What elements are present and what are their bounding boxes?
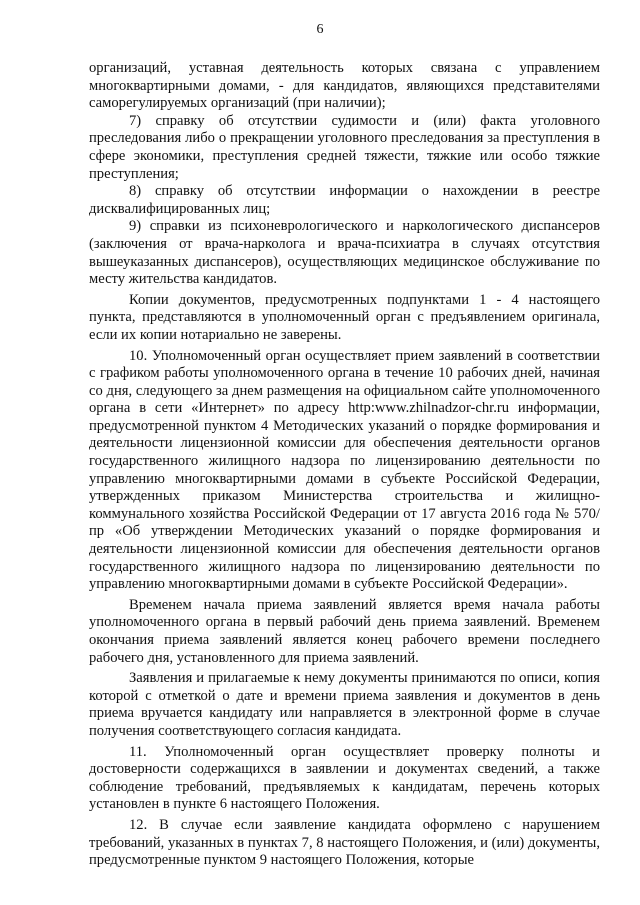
paragraph-item-8: 8) справку об отсутствии информации о нахождении в реестре дисквалифицированных лиц;	[89, 183, 600, 217]
paragraph-10: 10. Уполномоченный орган осуществляет прием заявлений в соответствии с графиком работы уполномоченного органа в течение 10 рабочих дней, начиная со дня, следующего за днем размещения на официальном сайте уполномоченного органа в сети «Интернет» по адресу http:www.zhilnadzor-chr.ru информации, предусмотренной пунктом 4 Методических указаний о порядке формирования и деятельности лицензионной комиссии для обеспечения деятельности органов государственного жилищного надзора по лицензированию деятельности по управлению многоквартирными домами в субъекте Российской Федерации, утвержденных приказом Министерства строительства и жилищно-коммунального хозяйства Российской Федерации от 17 августа 2016 года № 570/пр «Об утверждении Методических указаний о порядке формирования и деятельности лицензионной комиссии для обеспечения деятельности органов государственного жилищного надзора по лицензированию деятельности по управлению многоквартирными домами в субъекте Российской Федерации».	[89, 347, 600, 593]
paragraph-12: 12. В случае если заявление кандидата оформлено с нарушением требований, указанных в пунктах 7, 8 настоящего Положения, и (или) документы, предусмотренные пунктом 9 настоящего Положения, которые	[89, 816, 600, 869]
paragraph-item-7: 7) справку об отсутствии судимости и (или) факта уголовного преследования либо о прекращении уголовного преследования за преступления в сфере экономики, преступления средней тяжести, тяжкие или особо тяжкие преступления;	[89, 112, 600, 182]
document-body	[89, 60, 600, 870]
paragraph-reception-time: Временем начала приема заявлений является время начала работы уполномоченного органа в первый рабочий день приема заявлений. Временем окончания приема заявлений является конец рабочего времени последнего рабочего дня, установленного для приема заявлений.	[89, 596, 600, 666]
paragraph-inventory: Заявления и прилагаемые к нему документы принимаются по описи, копия которой с отметкой о дате и времени приема заявления и документов в день приема вручается кандидату или направляется в электронной форме в случае получения соответствующего согласия кандидата.	[89, 670, 600, 739]
page-number: 6	[316, 22, 324, 37]
paragraph-copies: Копии документов, предусмотренных подпунктами 1 - 4 настоящего пункта, представляются в уполномоченный орган с предъявлением оригинала, если их копии нотариально не заверены.	[89, 291, 600, 343]
paragraph-continuation: организаций, уставная деятельность которых связана с управлением многоквартирными домами, - для кандидатов, являющихся представителями саморегулируемых организаций (при наличии);	[89, 60, 600, 112]
paragraph-item-9: 9) справки из психоневрологического и наркологического диспансеров (заключения от врача-нарколога и врача-психиатра в случаях отсутствия вышеуказанных диспансеров), осуществляющих медицинское обслуживание по месту жительства кандидатов.	[89, 218, 600, 288]
paragraph-11: 11. Уполномоченный орган осуществляет проверку полноты и достоверности содержащихся в заявлении и документах сведений, а также соблюдение требований, предъявляемых к кандидатам, перечень которых установлен в пункте 6 настоящего Положения.	[89, 743, 600, 813]
